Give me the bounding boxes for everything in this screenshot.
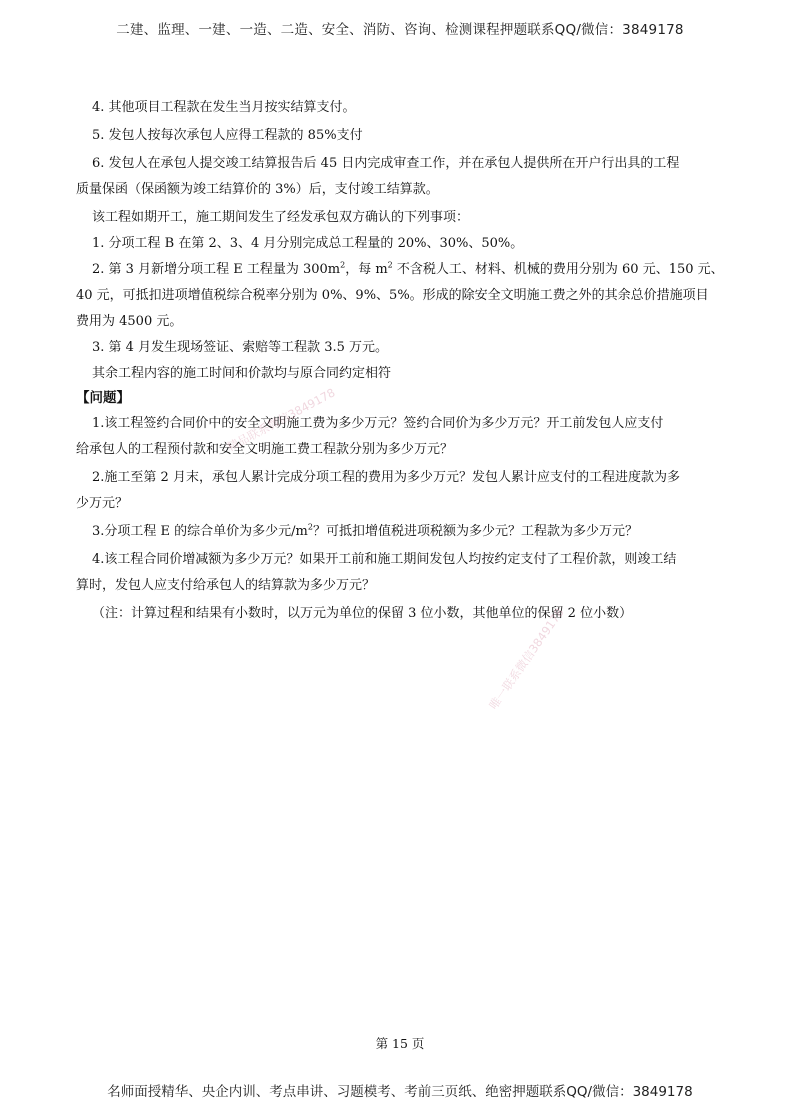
condition-line: 6. 发包人在承包人提交竣工结算报告后 45 日内完成审查工作，并在承包人提供所在开户行出具的工程 [92, 156, 680, 171]
condition-line: 1. 分项工程 B 在第 2、3、4 月分别完成总工程量的 20%、30%、50%。 [92, 236, 524, 251]
condition-line: 4. 其他项目工程款在发生当月按实结算支付。 [92, 100, 356, 115]
condition-line: 2. 第 3 月新增分项工程 E 工程量为 $300m^2$，每 $m^2$ 不含税人工、材料、机械的费用分别为 60 元、150 元、 [92, 260, 724, 277]
question-line: 1.该工程签约合同价中的安全文明施工费为多少万元？签约合同价为多少万元？开工前发包人应支付 [92, 416, 664, 431]
superscript-two: 2 [387, 260, 393, 270]
condition-line: 该工程如期开工，施工期间发生了经发承包双方确认的下列事项： [92, 210, 470, 225]
watermark: 唯一联系微信3849178 [486, 605, 567, 713]
page-footer-banner: 名师面授精华、央企内训、考点串讲、习题模考、考前三页纸、绝密押题联系QQ/微信：3849178 [107, 1084, 693, 1100]
condition-line: 其余工程内容的施工时间和价款均与原合同约定相符 [92, 366, 392, 381]
page-header-banner: 二建、监理、一建、一造、二造、安全、消防、咨询、检测课程押题联系QQ/微信：3849178 [116, 22, 684, 38]
condition-line: 费用为 4500 元。 [76, 314, 183, 329]
questions-heading: 【问题】 [76, 390, 130, 406]
condition-line: 质量保函（保函额为竣工结算价的 3%）后，支付竣工结算款。 [76, 182, 439, 197]
condition-line: 5. 发包人按每次承包人应得工程款的 85%支付 [92, 128, 363, 143]
page-number: 第 15 页 [375, 1036, 425, 1051]
question-line: 3.分项工程 E 的综合单价为多少元$/m^2$？可抵扣增值税进项税额为多少元？工程款为多少万元？ [92, 522, 638, 539]
question-line: 算时，发包人应支付给承包人的结算款为多少万元？ [76, 578, 376, 593]
condition-line: 40 元，可抵扣进项增值税综合税率分别为 0%、9%、5%。形成的除安全文明施工费之外的其余总价措施项目 [76, 288, 709, 303]
question-note: （注：计算过程和结果有小数时，以万元为单位的保留 3 位小数，其他单位的保留 2 位小数） [92, 606, 633, 621]
question-line: 4.该工程合同价增减额为多少万元？如果开工前和施工期间发包人均按约定支付了工程价款，则竣工结 [92, 552, 677, 567]
watermark: 精品联系微信3849178 [224, 385, 338, 455]
superscript-two: 2 [340, 260, 346, 270]
condition-line: 3. 第 4 月发生现场签证、索赔等工程款 3.5 万元。 [92, 340, 389, 355]
question-line: 2.施工至第 2 月末，承包人累计完成分项工程的费用为多少万元？发包人累计应支付的工程进度款为多 [92, 470, 680, 485]
superscript-two: 2 [307, 522, 313, 532]
question-line: 给承包人的工程预付款和安全文明施工费工程款分别为多少万元？ [76, 442, 454, 457]
question-line: 少万元？ [76, 496, 129, 511]
